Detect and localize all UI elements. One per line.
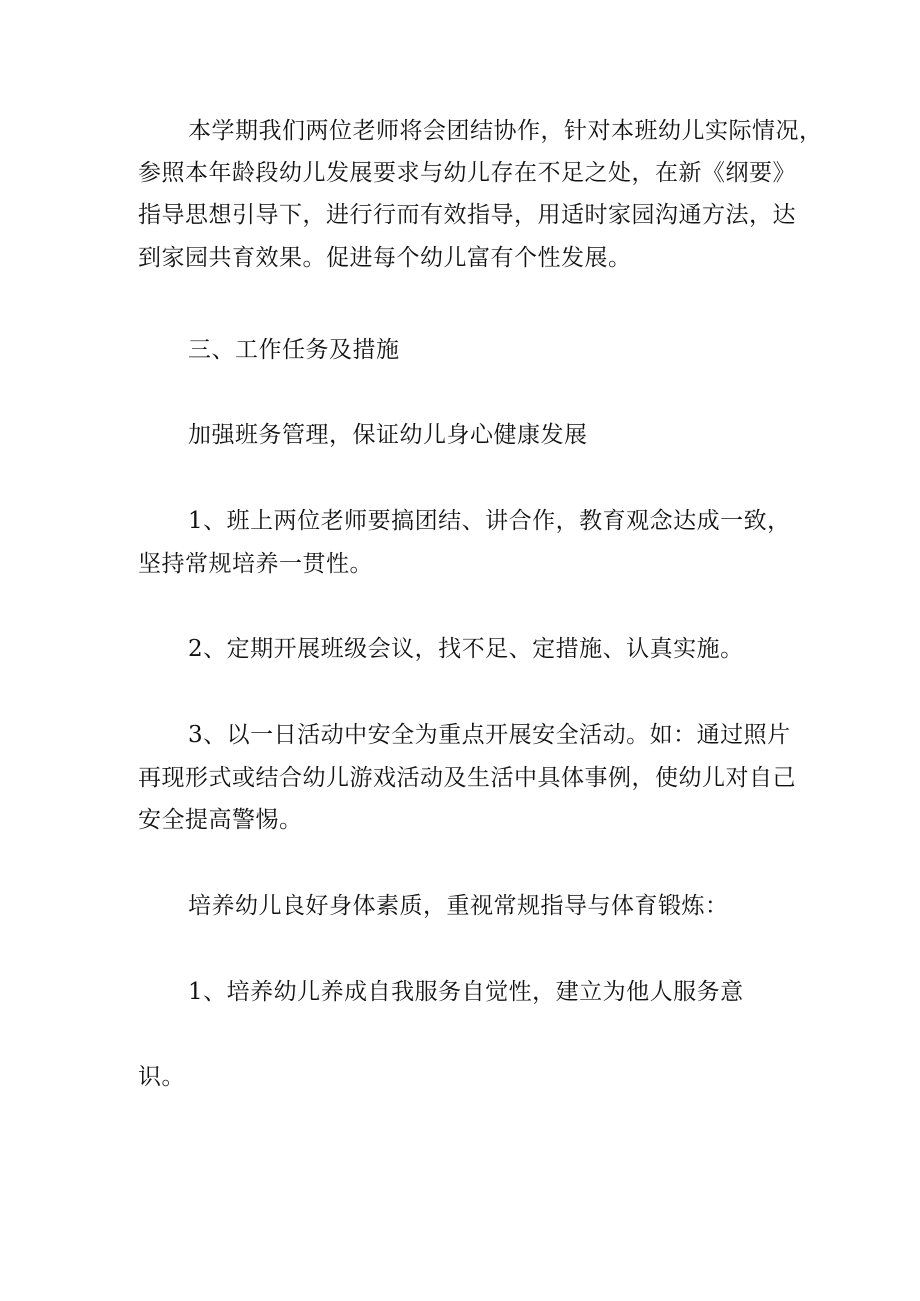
intro-paragraph-line-2: 参照本年龄段幼儿发展要求与幼儿存在不足之处，在新《纲要》 — [138, 160, 796, 186]
item-3-line-3: 安全提高警惕。 — [138, 807, 303, 833]
intro-paragraph-line-1: 本学期我们两位老师将会团结协作，针对本班幼儿实际情况， — [188, 118, 823, 144]
item-1-line-1: 1、班上两位老师要搞团结、讲合作，教育观念达成一致， — [188, 508, 791, 534]
intro-paragraph-line-4: 到家园共育效果。促进每个幼儿富有个性发展。 — [138, 245, 632, 271]
section-heading: 三、工作任务及措施 — [188, 337, 400, 363]
item-4-line-1: 1、培养幼儿养成自我服务自觉性，建立为他人服务意 — [188, 979, 744, 1005]
item-4-line-2: 识。 — [138, 1064, 185, 1090]
item-2-line-1: 2、定期开展班级会议，找不足、定措施、认真实施。 — [188, 636, 744, 662]
item-3-line-1: 3、以一日活动中安全为重点开展安全活动。如：通过照片 — [188, 722, 791, 748]
intro-paragraph-line-3: 指导思想引导下，进行行而有效指导，用适时家园沟通方法，达 — [138, 202, 796, 228]
item-3-line-2: 再现形式或结合幼儿游戏活动及生活中具体事例，使幼儿对自己 — [138, 765, 796, 791]
subheading-physical-quality: 培养幼儿良好身体素质，重视常规指导与体育锻炼： — [188, 893, 729, 919]
subheading-class-management: 加强班务管理，保证幼儿身心健康发展 — [188, 422, 588, 448]
item-1-line-2: 坚持常规培养一贯性。 — [138, 551, 373, 577]
